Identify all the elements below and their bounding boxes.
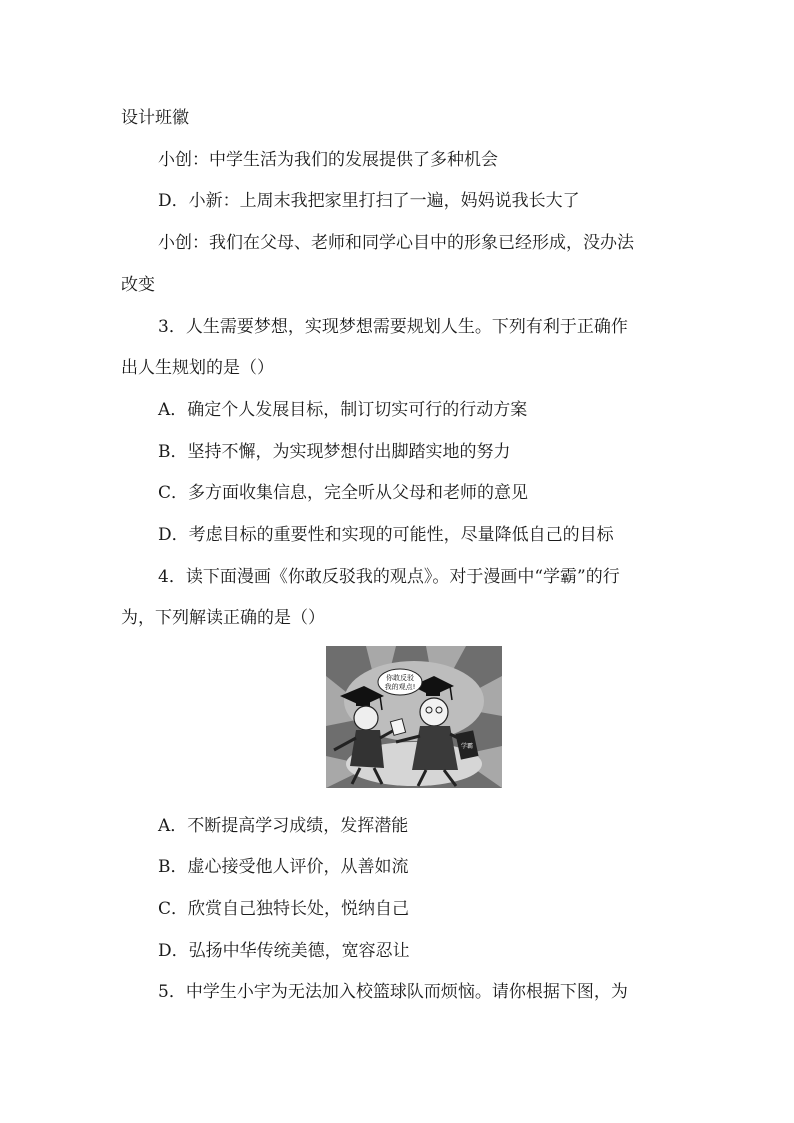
option-c: C．多方面收集信息，完全听从父母和老师的意见	[158, 483, 529, 503]
option-a: A．不断提高学习成绩，发挥潜能	[158, 816, 409, 836]
option-c: C．欣赏自己独特长处，悦纳自己	[158, 899, 410, 919]
option-b: B．虚心接受他人评价，从善如流	[158, 857, 409, 877]
question-4: 4．读下面漫画《你敢反驳我的观点》。对于漫画中“学霸”的行	[158, 567, 620, 587]
option-line: D．小新：上周末我把家里打扫了一遍，妈妈说我长大了	[158, 191, 580, 211]
speech-bubble-line-1: 你敢反驳	[386, 674, 414, 682]
option-d: D．考虑目标的重要性和实现的可能性，尽量降低自己的目标	[158, 525, 614, 545]
text-line: 小创：我们在父母、老师和同学心目中的形象已经形成，没办法	[158, 233, 634, 253]
question-3: 3．人生需要梦想，实现梦想需要规划人生。下列有利于正确作	[158, 317, 628, 337]
question-3-cont: 出人生规划的是（）	[121, 358, 274, 378]
speech-bubble-line-2: 我的观点!	[384, 683, 416, 691]
option-a: A．确定个人发展目标，制订切实可行的行动方案	[158, 400, 528, 420]
book-label: 学霸	[460, 743, 474, 750]
text-line: 设计班徽	[121, 108, 189, 128]
option-d: D．弘扬中华传统美德，宽容忍让	[158, 941, 410, 961]
comic-illustration	[326, 646, 502, 788]
question-4-cont: 为，下列解读正确的是（）	[121, 608, 325, 628]
option-b: B．坚持不懈，为实现梦想付出脚踏实地的努力	[158, 442, 511, 462]
text-line: 小创：中学生活为我们的发展提供了多种机会	[158, 150, 498, 170]
text-line: 改变	[121, 275, 155, 295]
question-5: 5．中学生小宇为无法加入校篮球队而烦恼。请你根据下图，为	[158, 982, 628, 1002]
